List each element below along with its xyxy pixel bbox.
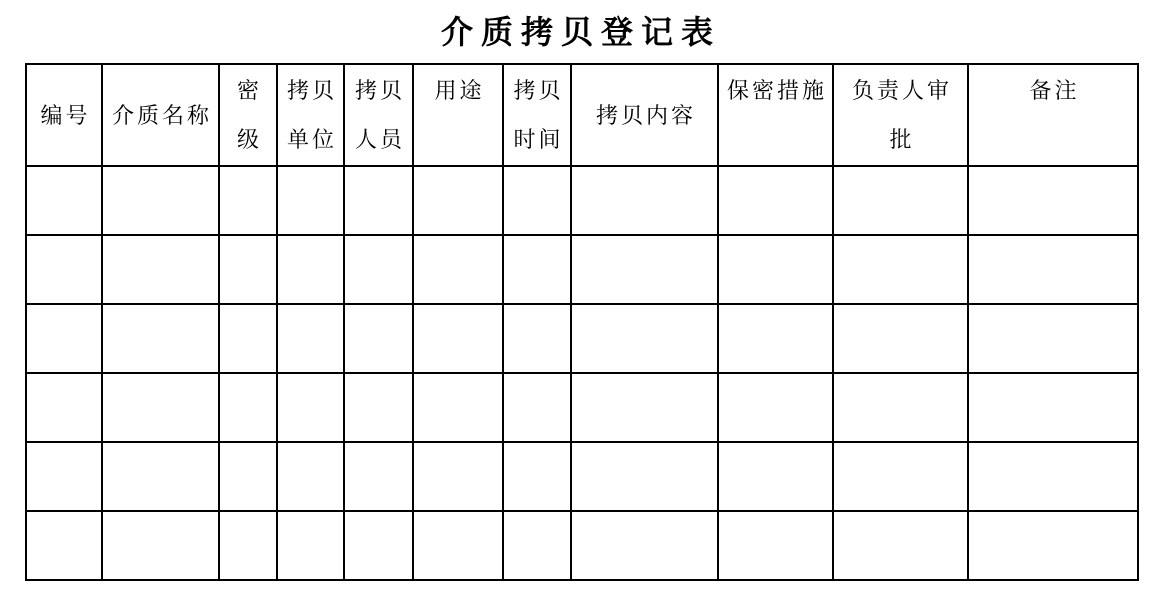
table-cell-copy-personnel[interactable] bbox=[344, 235, 413, 304]
table-body bbox=[26, 166, 1138, 580]
table-cell-copy-content[interactable] bbox=[571, 442, 718, 511]
column-header-text: 时间 bbox=[513, 127, 564, 152]
column-header-copy-time bbox=[503, 64, 571, 166]
table-cell-media-name[interactable] bbox=[102, 373, 219, 442]
column-header-text: 级 bbox=[236, 127, 262, 152]
table-cell-security-measures[interactable] bbox=[718, 166, 833, 235]
media-copy-table bbox=[25, 63, 1139, 581]
column-header-copy-content bbox=[571, 64, 718, 166]
column-header-copy-unit bbox=[277, 64, 344, 166]
table-cell-copy-time[interactable] bbox=[503, 511, 571, 580]
column-header-remarks bbox=[968, 64, 1138, 166]
table-cell-copy-content[interactable] bbox=[571, 373, 718, 442]
column-header-text: 人员 bbox=[354, 127, 405, 152]
column-header-classification-level bbox=[219, 64, 277, 166]
page-title: 介质拷贝登记表 bbox=[440, 14, 721, 50]
table-cell-copy-time[interactable] bbox=[503, 304, 571, 373]
table-cell-classification-level[interactable] bbox=[219, 235, 277, 304]
table-cell-classification-level[interactable] bbox=[219, 442, 277, 511]
column-header-copy-personnel bbox=[344, 64, 413, 166]
table-cell-purpose[interactable] bbox=[413, 442, 503, 511]
document-page bbox=[0, 12, 1162, 605]
table-cell-copy-personnel[interactable] bbox=[344, 511, 413, 580]
table-row bbox=[26, 304, 1138, 373]
table-cell-purpose[interactable] bbox=[413, 166, 503, 235]
table-cell-remarks[interactable] bbox=[968, 235, 1138, 304]
column-header-text: 拷贝 bbox=[354, 78, 405, 103]
table-cell-serial-number[interactable] bbox=[26, 304, 102, 373]
table-cell-remarks[interactable] bbox=[968, 511, 1138, 580]
table-cell-purpose[interactable] bbox=[413, 304, 503, 373]
table-cell-media-name[interactable] bbox=[102, 442, 219, 511]
table-cell-serial-number[interactable] bbox=[26, 166, 102, 235]
table-row bbox=[26, 511, 1138, 580]
table-cell-copy-time[interactable] bbox=[503, 373, 571, 442]
column-header-serial-number bbox=[26, 64, 102, 166]
table-cell-copy-unit[interactable] bbox=[277, 442, 344, 511]
table-cell-copy-unit[interactable] bbox=[277, 235, 344, 304]
table-cell-copy-time[interactable] bbox=[503, 442, 571, 511]
column-header-text: 拷贝 bbox=[286, 78, 337, 103]
table-cell-approver-approval[interactable] bbox=[833, 304, 968, 373]
table-cell-copy-time[interactable] bbox=[503, 235, 571, 304]
table-cell-copy-unit[interactable] bbox=[277, 373, 344, 442]
table-cell-purpose[interactable] bbox=[413, 235, 503, 304]
header-row bbox=[26, 64, 1138, 166]
table-cell-copy-unit[interactable] bbox=[277, 166, 344, 235]
table-cell-copy-unit[interactable] bbox=[277, 511, 344, 580]
table-cell-remarks[interactable] bbox=[968, 442, 1138, 511]
table-cell-classification-level[interactable] bbox=[219, 166, 277, 235]
table-cell-security-measures[interactable] bbox=[718, 235, 833, 304]
table-cell-classification-level[interactable] bbox=[219, 511, 277, 580]
table-cell-copy-time[interactable] bbox=[503, 166, 571, 235]
table-cell-approver-approval[interactable] bbox=[833, 166, 968, 235]
table-cell-serial-number[interactable] bbox=[26, 511, 102, 580]
table-cell-copy-content[interactable] bbox=[571, 511, 718, 580]
table-cell-classification-level[interactable] bbox=[219, 373, 277, 442]
table-cell-copy-personnel[interactable] bbox=[344, 166, 413, 235]
table-row bbox=[26, 235, 1138, 304]
table-cell-remarks[interactable] bbox=[968, 304, 1138, 373]
table-cell-security-measures[interactable] bbox=[718, 304, 833, 373]
table-cell-serial-number[interactable] bbox=[26, 442, 102, 511]
table-cell-serial-number[interactable] bbox=[26, 235, 102, 304]
table-cell-approver-approval[interactable] bbox=[833, 373, 968, 442]
table-cell-media-name[interactable] bbox=[102, 166, 219, 235]
table-cell-security-measures[interactable] bbox=[718, 373, 833, 442]
table-cell-copy-content[interactable] bbox=[571, 166, 718, 235]
table-row bbox=[26, 373, 1138, 442]
table-cell-approver-approval[interactable] bbox=[833, 235, 968, 304]
column-header-text: 密 bbox=[236, 78, 262, 103]
table-cell-purpose[interactable] bbox=[413, 511, 503, 580]
column-header-text: 编号 bbox=[40, 102, 91, 128]
column-header-approver-approval bbox=[833, 64, 968, 166]
table-cell-approver-approval[interactable] bbox=[833, 442, 968, 511]
column-header-text: 负责人审 bbox=[851, 78, 952, 103]
column-header-text: 用途 bbox=[434, 78, 485, 103]
table-cell-copy-personnel[interactable] bbox=[344, 304, 413, 373]
table-cell-media-name[interactable] bbox=[102, 511, 219, 580]
table-cell-classification-level[interactable] bbox=[219, 304, 277, 373]
column-header-security-measures bbox=[718, 64, 833, 166]
table-cell-copy-content[interactable] bbox=[571, 235, 718, 304]
column-header-media-name bbox=[102, 64, 219, 166]
column-header-text: 备注 bbox=[1029, 78, 1080, 103]
table-cell-copy-content[interactable] bbox=[571, 304, 718, 373]
column-header-text: 拷贝 bbox=[513, 78, 564, 103]
table-cell-remarks[interactable] bbox=[968, 373, 1138, 442]
column-header-text: 批 bbox=[889, 127, 915, 152]
table-cell-media-name[interactable] bbox=[102, 304, 219, 373]
column-header-purpose bbox=[413, 64, 503, 166]
table-cell-security-measures[interactable] bbox=[718, 442, 833, 511]
table-cell-copy-personnel[interactable] bbox=[344, 442, 413, 511]
table-row bbox=[26, 166, 1138, 235]
column-header-text: 保密措施 bbox=[726, 78, 827, 103]
table-cell-approver-approval[interactable] bbox=[833, 511, 968, 580]
table-cell-purpose[interactable] bbox=[413, 373, 503, 442]
table-cell-security-measures[interactable] bbox=[718, 511, 833, 580]
table-row bbox=[26, 442, 1138, 511]
table-cell-copy-unit[interactable] bbox=[277, 304, 344, 373]
column-header-text: 单位 bbox=[286, 127, 337, 152]
table-cell-media-name[interactable] bbox=[102, 235, 219, 304]
table-cell-copy-personnel[interactable] bbox=[344, 373, 413, 442]
column-header-text: 拷贝内容 bbox=[595, 102, 696, 128]
table-cell-remarks[interactable] bbox=[968, 166, 1138, 235]
column-header-text: 介质名称 bbox=[111, 102, 212, 128]
table-cell-serial-number[interactable] bbox=[26, 373, 102, 442]
